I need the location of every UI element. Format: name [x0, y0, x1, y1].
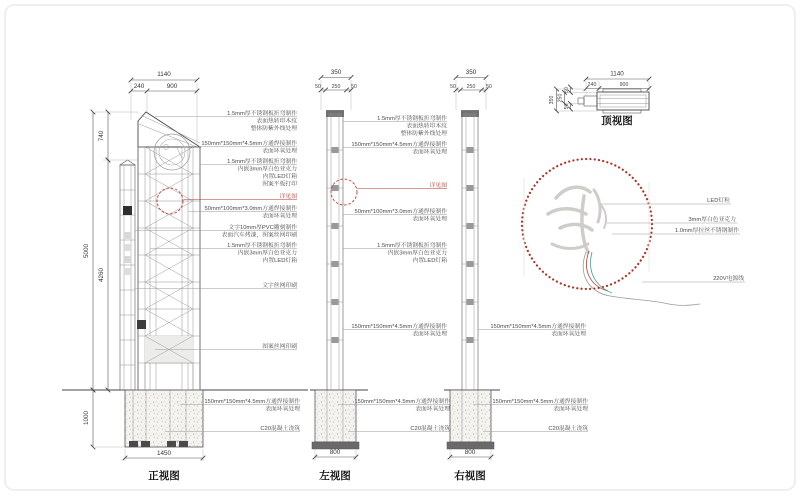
dim-1140: 1140 — [157, 71, 171, 78]
annotation: 150mm*150mm*4.5mm方通焊接制作 — [492, 399, 588, 405]
dim-350: 350 — [330, 69, 342, 76]
dim-800: 800 — [464, 449, 476, 456]
annotation: C20混凝土浇筑 — [260, 426, 300, 432]
dim-50: 50 — [351, 84, 357, 90]
annotation: 表面汽车烤漆，图案丝网印刷 — [221, 232, 297, 239]
annotation: 文字丝网印刷 — [262, 283, 297, 289]
dim-50: 50 — [564, 103, 570, 110]
annotation: 1.5mm厚不锈钢板折弯制作 — [227, 243, 297, 249]
annotation: 内置LED灯箱 — [262, 174, 297, 180]
dim-4260: 4260 — [98, 267, 105, 283]
annotation: 表面环氧处理 — [412, 149, 447, 156]
annotation: 150mm*150mm*4.5mm方通焊接制作 — [351, 142, 447, 148]
annotation: 表面环氧处理 — [553, 406, 588, 413]
dim-900: 900 — [619, 82, 629, 88]
annotation: 表面环氧处理 — [262, 213, 297, 220]
annotation: 内嵌3mm厚白色亚克力 — [387, 250, 447, 257]
annotation: 整体防紫外线处理 — [250, 126, 297, 132]
annotation: 1.5mm厚不锈钢板折弯制作 — [377, 116, 447, 122]
dim-50: 50 — [564, 87, 570, 93]
annotation: 内置LED灯箱 — [412, 258, 447, 264]
annotation: 文字10mm厚PVC雕刻制作 — [228, 225, 297, 231]
dim-250: 250 — [466, 84, 476, 90]
dim-240: 240 — [587, 82, 597, 88]
dim-1450: 1450 — [156, 450, 172, 457]
dim-900: 900 — [166, 83, 178, 90]
left-foundation — [312, 390, 359, 449]
access-panel — [137, 320, 146, 329]
annotation: 表面环氧处理 — [412, 331, 447, 338]
annotation: 1.5mm厚不锈钢板折弯制作 — [377, 243, 447, 249]
dim-1000: 1000 — [83, 410, 90, 426]
dim-350: 350 — [465, 69, 477, 76]
dim-250: 250 — [331, 84, 341, 90]
view-title-front: 正视图 — [148, 470, 180, 482]
annotation: 表面环氧处理 — [262, 148, 297, 155]
dim-250: 250 — [557, 93, 564, 103]
annotation: 内置LED灯箱 — [262, 258, 297, 264]
dim-50: 50 — [450, 84, 456, 90]
annotation: 1.5mm厚不锈钢板折弯制作 — [227, 159, 297, 165]
annotation: 150mm*150mm*4.5mm方通焊接制作 — [354, 399, 450, 405]
detail-ref-label: 详见图 — [279, 194, 297, 200]
dim-1140: 1140 — [610, 70, 624, 78]
annotation: 表面环氧处理 — [415, 406, 450, 413]
annotation: 整体防紫外线处理 — [400, 131, 447, 137]
dim-50: 50 — [315, 84, 321, 90]
dim-240: 240 — [133, 83, 145, 90]
annotation: 1.5mm厚不锈钢板折弯制作 — [227, 111, 297, 117]
view-title-top: 顶视图 — [601, 115, 633, 127]
right-foundation — [447, 390, 494, 449]
dim-740: 740 — [98, 130, 105, 142]
annotation: 内嵌3mm厚白色亚克力 — [237, 166, 297, 173]
detail-label-acrylic: 3mm厚白色亚克力 — [688, 217, 736, 223]
annotation: 150mm*150mm*4.5mm方通焊接制作 — [490, 324, 586, 330]
annotation: 表面热转印木纹 — [406, 123, 447, 130]
annotation: 表面环氧处理 — [551, 331, 586, 338]
annotation: C20混凝土浇筑 — [410, 426, 450, 432]
view-title-left: 左视图 — [319, 470, 351, 482]
annotation: 表面环氧处理 — [412, 216, 447, 223]
annotation: 图案丝网印刷 — [262, 344, 297, 350]
annotation: 内嵌3mm厚白色亚克力 — [237, 250, 297, 257]
detail-label-steel: 1.0mm厚拉丝不锈钢制作 — [674, 228, 739, 234]
front-foundation — [125, 390, 203, 447]
annotation: 图案平板打印 — [262, 181, 297, 188]
annotation: 50mm*100mm*3.0mm方通焊接制作 — [204, 206, 297, 212]
detail-label-power: 220V电源线 — [713, 276, 744, 282]
detail-label-led: LED灯粒 — [707, 198, 730, 204]
annotation: 150mm*150mm*4.5mm方通焊接制作 — [201, 141, 297, 147]
annotation: 表面热转印木纹 — [256, 118, 297, 125]
detail-ref-label: 详见图 — [429, 183, 447, 189]
dim-350: 350 — [549, 95, 555, 105]
view-title-right: 右视图 — [454, 470, 486, 482]
annotation: 50mm*100mm*3.0mm方通焊接制作 — [354, 209, 447, 215]
annotation: 表面环氧处理 — [265, 406, 300, 413]
dim-5000: 5000 — [83, 243, 90, 259]
annotation: C20混凝土浇筑 — [548, 426, 588, 432]
annotation: 150mm*150mm*4.5mm方通焊接制作 — [204, 399, 300, 405]
dim-800: 800 — [329, 449, 341, 456]
logo-plate — [123, 206, 132, 215]
annotation: 150mm*150mm*4.5mm方通焊接制作 — [351, 324, 447, 330]
dim-50: 50 — [486, 84, 492, 90]
